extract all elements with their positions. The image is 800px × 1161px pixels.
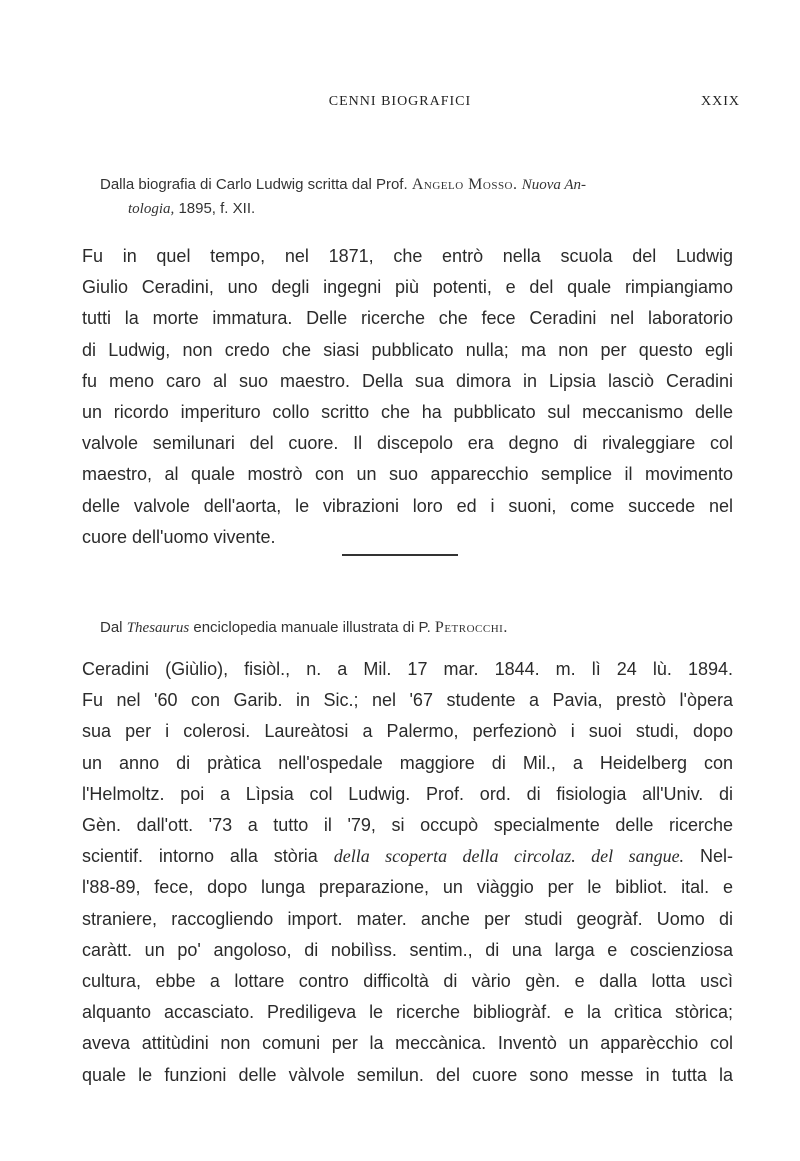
page-number: XXIX bbox=[701, 94, 740, 109]
citation-author: Petrocchi. bbox=[434, 619, 508, 636]
italic-title: della scoperta della circolaz. del sangue. bbox=[333, 846, 685, 867]
citation-prefix: Dalla biografia di Carlo Ludwig scritta dal Prof. bbox=[100, 176, 408, 193]
text-line: straniere, raccogliendo import. mater. anche per studi geogràf. Uomo di bbox=[82, 908, 733, 929]
text-line: tutti la morte immatura. Delle ricerche che fece Ceradini nel laboratorio bbox=[82, 308, 733, 329]
text-line: Fu nel '60 con Garib. in Sic.; nel '67 studente a Pavia, prestò l'òpera bbox=[82, 690, 733, 711]
citation-suffix: 1895, f. XII. bbox=[178, 200, 256, 217]
text-line: aveva attitùdini non comuni per la meccànica. Inventò un apparècchio col bbox=[82, 1033, 733, 1054]
citation-work: Thesaurus bbox=[126, 620, 190, 636]
text-line: di Ludwig, non credo che siasi pubblicato nulla; ma non per questo egli bbox=[82, 339, 733, 360]
text-line bbox=[82, 841, 733, 872]
section-divider bbox=[342, 554, 458, 556]
citation-middle: enciclopedia manuale illustrata di P. bbox=[193, 619, 431, 636]
text-line: cultura, ebbe a lottare contro difficoltà di vàrio gèn. e dalla lotta uscì bbox=[82, 971, 733, 992]
text-line: caràtt. un po' angoloso, di nobilìss. sentim., di una larga e coscienziosa bbox=[82, 939, 733, 960]
text-line: sua per i colerosi. Laureàtosi a Palermo, perfezionò i suoi studi, dopo bbox=[82, 721, 733, 742]
source-citation-mosso bbox=[100, 173, 740, 221]
citation-author: Angelo Mosso. bbox=[411, 176, 518, 193]
text-line: alquanto accasciato. Prediligeva le ricerche bibliogràf. e la crìtica stòrica; bbox=[82, 1002, 733, 1023]
text-line: maestro, al quale mostrò con un suo apparecchio semplice il movimento bbox=[82, 464, 733, 485]
citation-work-cont: tologia, bbox=[128, 201, 175, 217]
text-line: quale le funzioni delle vàlvole semilun. del cuore sono messe in tutta la bbox=[82, 1064, 733, 1085]
citation-prefix: Dal bbox=[100, 619, 123, 636]
text-line: Ceradini (Giùlio), fisiòl., n. a Mil. 17 mar. 1844. m. lì 24 lù. 1894. bbox=[82, 659, 733, 679]
text-line: valvole semilunari del cuore. Il discepolo era degno di rivaleggiare col bbox=[82, 433, 733, 454]
text-line: un ricordo imperituro collo scritto che ha pubblicato sul meccanismo delle bbox=[82, 402, 733, 423]
paragraph-mosso bbox=[82, 241, 733, 553]
text-line: Giulio Ceradini, uno degli ingegni più potenti, e del quale rimpiangiamo bbox=[82, 277, 733, 298]
citation-continuation bbox=[100, 197, 740, 221]
text-line: cuore dell'uomo vivente. bbox=[82, 526, 276, 547]
source-citation-petrocchi bbox=[100, 616, 740, 640]
text-line: l'Helmoltz. poi a Lìpsia col Ludwig. Prof. ord. di fisiologia all'Univ. di bbox=[82, 783, 733, 804]
text-line: Gèn. dall'ott. '73 a tutto il '79, si occupò specialmente delle ricerche bbox=[82, 815, 733, 836]
text-line: Fu in quel tempo, nel 1871, che entrò nella scuola del Ludwig bbox=[82, 246, 733, 266]
text-line: delle valvole dell'aorta, le vibrazioni loro ed i suoni, come succede nel bbox=[82, 495, 733, 516]
citation-work: Nuova An- bbox=[521, 177, 586, 193]
text-segment: scientif. intorno alla stòria bbox=[82, 846, 318, 867]
text-line: l'88-89, fece, dopo lunga preparazione, un viàggio per le bibliot. ital. e bbox=[82, 877, 733, 898]
running-title: CENNI BIOGRAFICI bbox=[328, 94, 472, 109]
text-line: fu meno caro al suo maestro. Della sua dimora in Lipsia lasciò Ceradini bbox=[82, 370, 733, 391]
text-line: un anno di pràtica nell'ospedale maggiore di Mil., a Heidelberg con bbox=[82, 752, 733, 773]
text-segment: Nel- bbox=[699, 846, 733, 867]
paragraph-petrocchi bbox=[82, 654, 733, 1091]
